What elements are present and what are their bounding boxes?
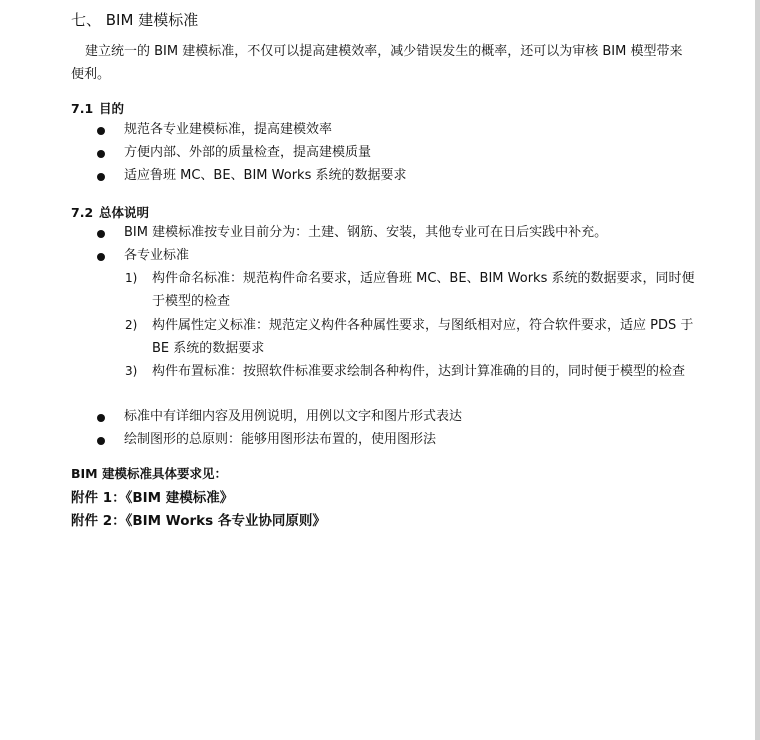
list-item-text: 规范各专业建模标准，提高建模效率: [124, 122, 333, 137]
page-edge-shadow: [755, 0, 760, 740]
bullet-icon: [97, 437, 105, 445]
numbered-item: [125, 267, 695, 313]
subsection-7-2-heading: [71, 203, 149, 221]
list-item-text: 方便内部、外部的质量检查，提高建模质量: [124, 145, 372, 160]
item-text: 构件属性定义标准：规范定义构件各种属性要求，与图纸相对应，符合软件要求，适应 PDS 于 BE 系统的数据要求: [152, 318, 694, 356]
requirements-heading: BIM 建模标准具体要求见：: [71, 466, 227, 481]
item-number: 1): [125, 271, 138, 285]
attachment-link: 附件 1：《BIM 建模标准》: [71, 490, 234, 506]
attachment-link: 附件 2：《BIM Works 各专业协同原则》: [71, 513, 326, 529]
subsection-number: 7.2: [71, 205, 94, 220]
bullet-icon: [97, 173, 105, 181]
list-item-text: 绘制图形的总原则：能够用图形法布置的，使用图形法: [124, 432, 437, 447]
subsection-title: 总体说明: [99, 205, 150, 220]
numbered-item: [125, 360, 695, 383]
bullet-icon: [97, 414, 105, 422]
item-text: 构件命名标准：规范构件命名要求，适应鲁班 MC、BE、BIM Works 系统的数据要求，同时便于模型的检查: [152, 271, 695, 309]
subsection-number: 7.1: [71, 101, 94, 116]
item-text: 构件布置标准：按照软件标准要求绘制各种构件，达到计算准确的目的，同时便于模型的检查: [152, 364, 686, 379]
list-item-text: 适应鲁班 MC、BE、BIM Works 系统的数据要求: [124, 168, 407, 183]
list-item-text: 标准中有详细内容及用例说明，用例以文字和图片形式表达: [124, 409, 463, 424]
bullet-icon: [97, 150, 105, 158]
subsection-7-1-heading: [71, 99, 124, 117]
section-title: 七、 BIM 建模标准: [71, 11, 199, 29]
list-item-text: 各专业标准: [124, 248, 190, 263]
item-number: 3): [125, 364, 138, 378]
list-item-text: BIM 建模标准按专业目前分为：土建、钢筋、安装，其他专业可在日后实践中补充。: [124, 225, 608, 240]
bullet-icon: [97, 253, 105, 261]
bullet-icon: [97, 230, 105, 238]
subsection-title: 目的: [99, 101, 125, 116]
bullet-icon: [97, 127, 105, 135]
intro-paragraph: 建立统一的 BIM 建模标准，不仅可以提高建模效率，减少错误发生的概率，还可以为审核 BIM 模型带来便利。: [71, 44, 683, 82]
item-number: 2): [125, 318, 138, 332]
numbered-item: [125, 314, 695, 360]
